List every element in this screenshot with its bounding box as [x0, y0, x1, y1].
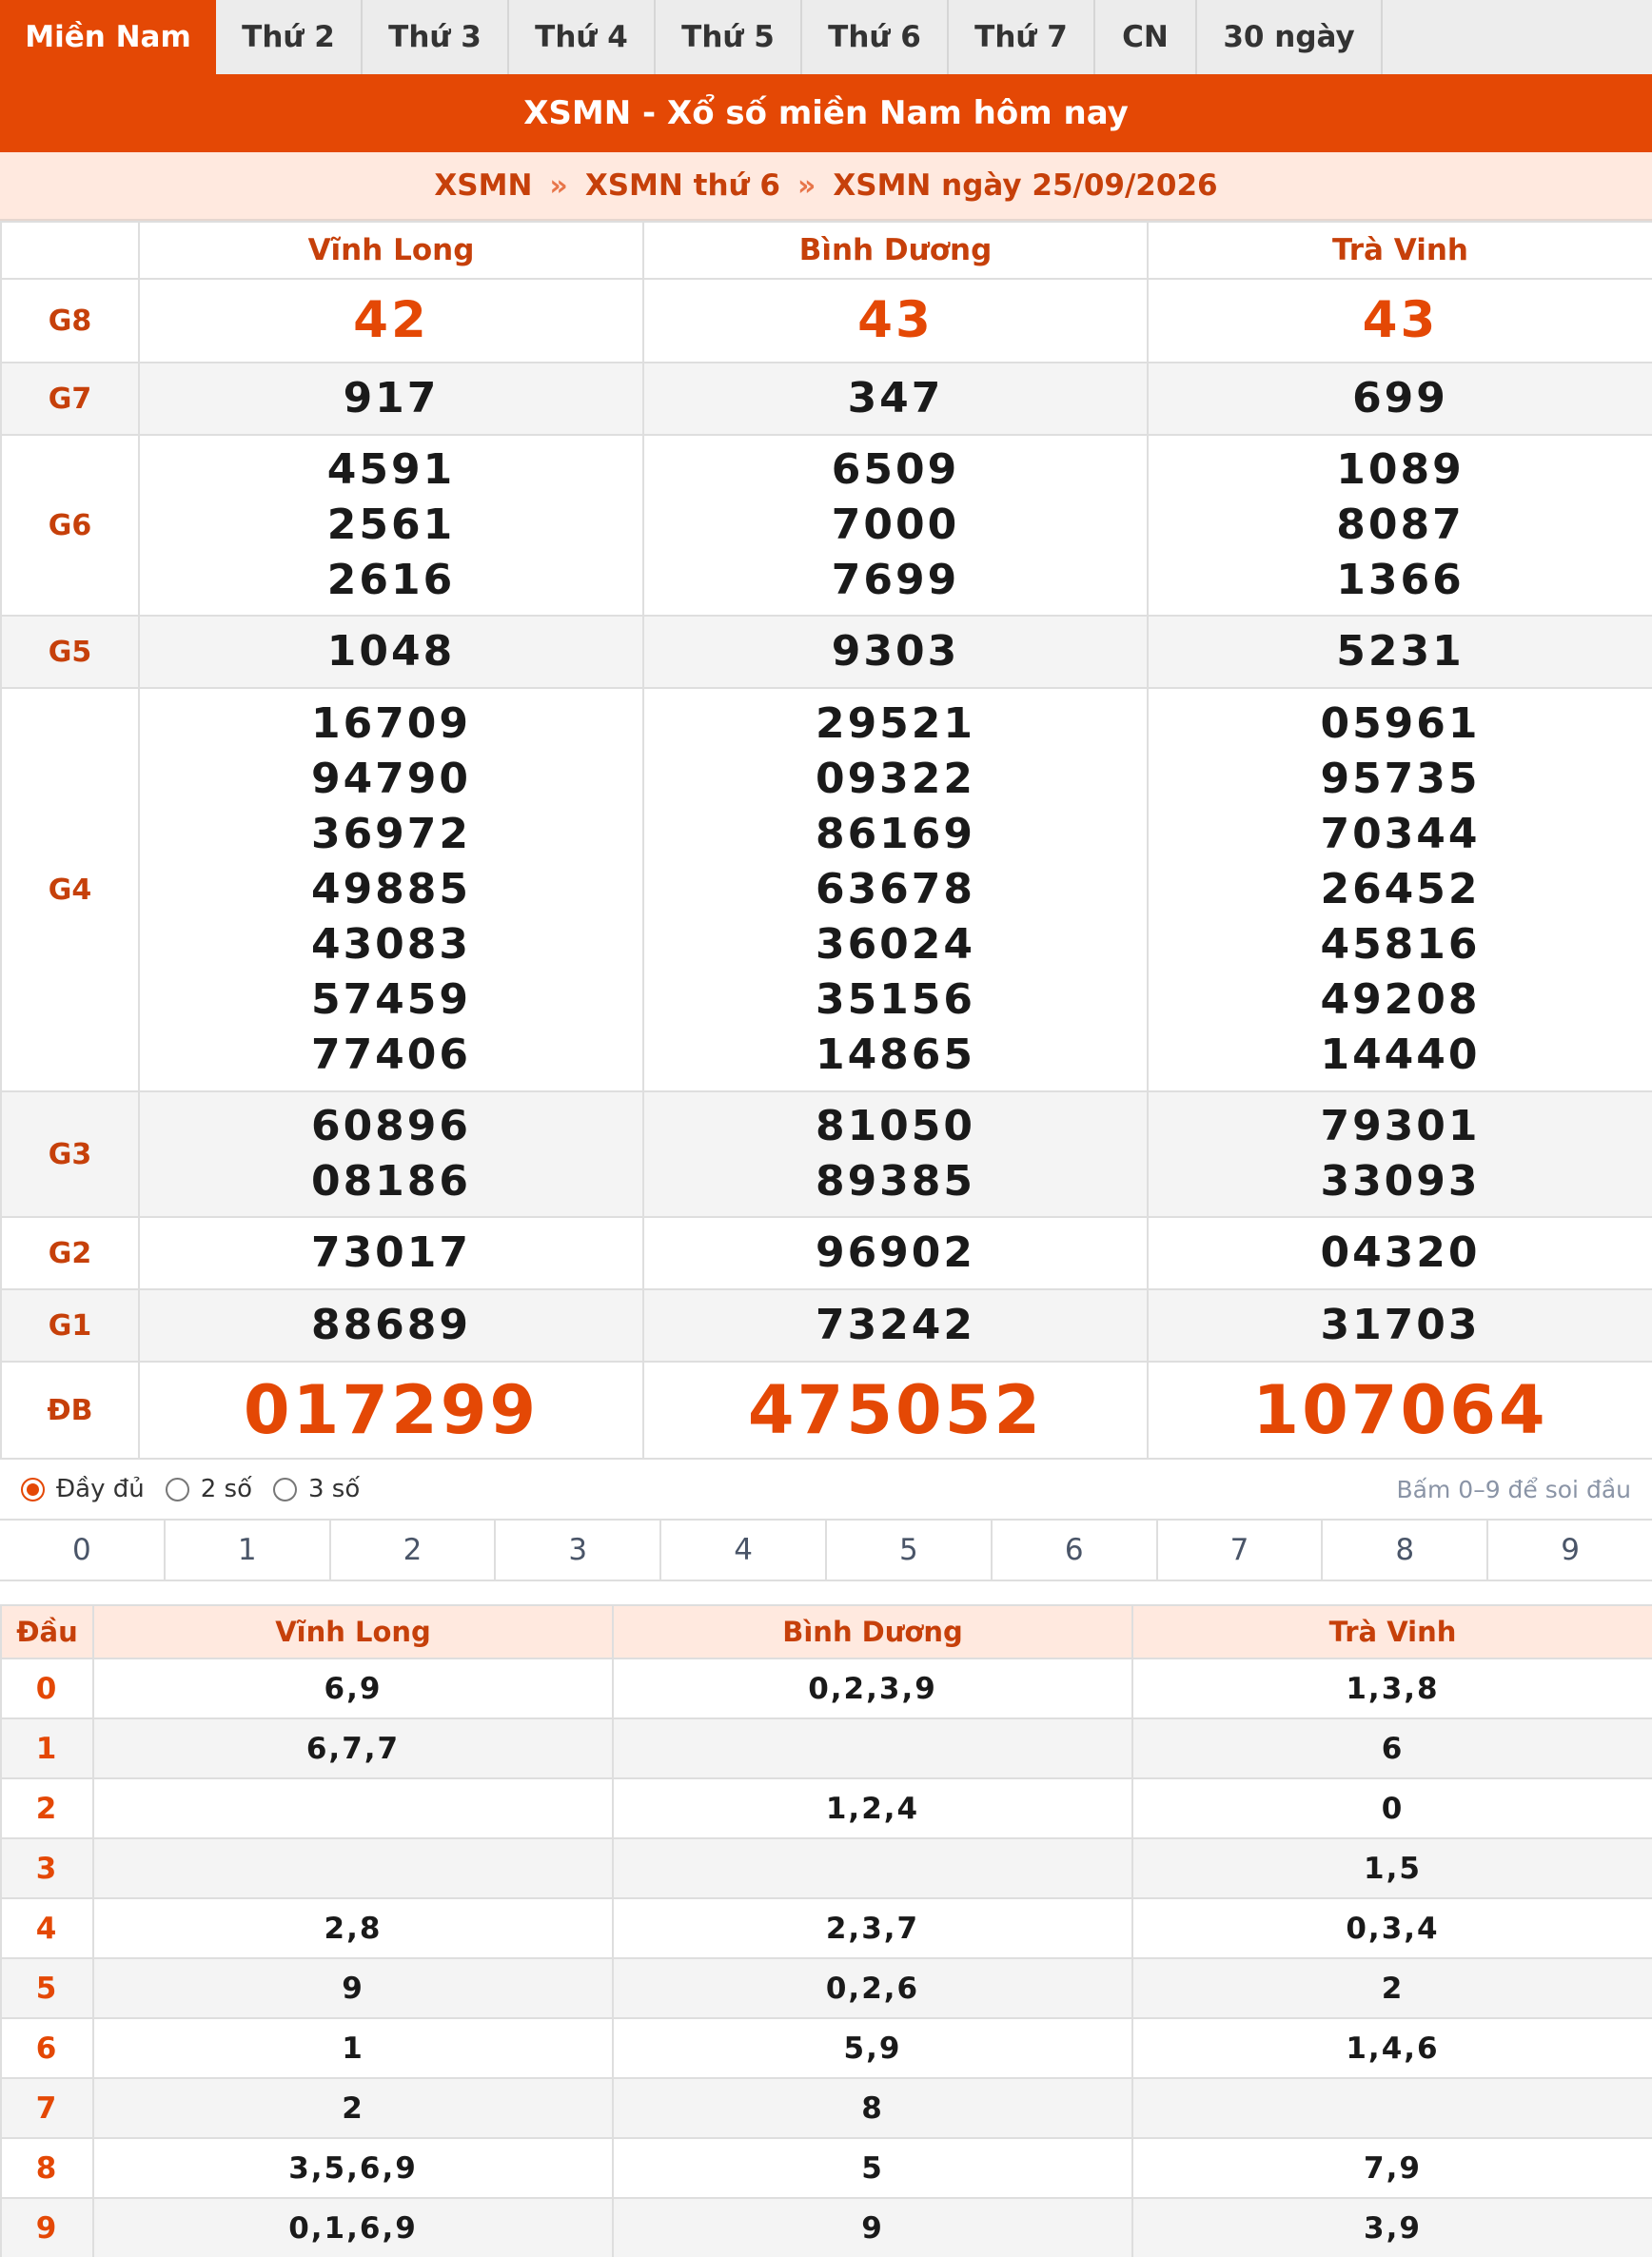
tab-thu-2[interactable]: Thứ 2 [216, 0, 363, 74]
prize-number: 26452 [1320, 865, 1481, 913]
prize-number: 43 [857, 291, 934, 349]
digit-button-3[interactable]: 3 [494, 1521, 659, 1580]
loto-province-header: Bình Dương [613, 1605, 1132, 1658]
loto-tails: 6 [1132, 1718, 1652, 1778]
tab-thu-3[interactable]: Thứ 3 [363, 0, 509, 74]
prize-number: 43 [1362, 291, 1439, 349]
prize-label-g7: G7 [1, 363, 139, 435]
loto-head-digit: 7 [1, 2078, 93, 2138]
jackpot-number: 017299 [243, 1371, 540, 1449]
loto-tails: 9 [93, 1958, 613, 2018]
loto-head-digit: 2 [1, 1778, 93, 1838]
prize-number: 49208 [1320, 975, 1481, 1024]
prize-number: 347 [847, 374, 944, 422]
tab-thu-7[interactable]: Thứ 7 [949, 0, 1095, 74]
prize-number: 81050 [815, 1102, 976, 1150]
radio-unchecked-icon[interactable] [166, 1478, 189, 1501]
prize-number: 699 [1352, 374, 1448, 422]
tab-cn[interactable]: CN [1095, 0, 1197, 74]
loto-tails: 3,5,6,9 [93, 2138, 613, 2198]
prize-number: 05961 [1320, 699, 1481, 748]
loto-row [1, 2018, 1652, 2078]
radio-2-digits[interactable] [166, 1475, 252, 1503]
prize-number: 94790 [310, 755, 472, 803]
prize-number: 73242 [815, 1301, 976, 1349]
breadcrumb [0, 152, 1652, 221]
prize-number: 36972 [310, 810, 472, 858]
prize-number: 89385 [815, 1157, 976, 1206]
display-options [0, 1460, 1652, 1521]
loto-tails: 1,5 [1132, 1838, 1652, 1898]
prize-number: 86169 [815, 810, 976, 858]
prize-number: 1089 [1336, 445, 1465, 494]
digit-button-1[interactable]: 1 [164, 1521, 329, 1580]
digit-hint: Bấm 0–9 để soi đầu [1396, 1475, 1631, 1503]
prize-number: 33093 [1320, 1157, 1481, 1206]
prize-number: 8087 [1336, 500, 1465, 549]
loto-row [1, 1778, 1652, 1838]
loto-tails: 1,2,4 [613, 1778, 1132, 1838]
loto-head-digit: 3 [1, 1838, 93, 1898]
prize-label-g8: G8 [1, 279, 139, 363]
loto-tails: 9 [613, 2198, 1132, 2257]
breadcrumb-separator: » [796, 168, 816, 203]
prize-number: 1366 [1336, 556, 1465, 604]
loto-tails: 0,2,3,9 [613, 1658, 1132, 1718]
radio-unchecked-icon[interactable] [273, 1478, 297, 1501]
digit-button-5[interactable]: 5 [825, 1521, 991, 1580]
radio-checked-icon[interactable] [21, 1478, 45, 1501]
loto-tails: 1,4,6 [1132, 2018, 1652, 2078]
prize-number: 09322 [815, 755, 976, 803]
prize-number: 7699 [831, 556, 960, 604]
prize-number: 79301 [1320, 1102, 1481, 1150]
prize-label-g1: G1 [1, 1289, 139, 1362]
loto-tails: 6,7,7 [93, 1718, 613, 1778]
digit-button-7[interactable]: 7 [1156, 1521, 1322, 1580]
prize-number: 60896 [310, 1102, 472, 1150]
prize-label-g3: G3 [1, 1091, 139, 1217]
loto-province-header: Vĩnh Long [93, 1605, 613, 1658]
loto-tails: 2 [93, 2078, 613, 2138]
prize-label-g5: G5 [1, 616, 139, 688]
prize-number: 4591 [326, 445, 456, 494]
prize-number: 9303 [831, 627, 960, 676]
province-header: Vĩnh Long [139, 222, 643, 279]
loto-row [1, 2138, 1652, 2198]
loto-head-digit: 4 [1, 1898, 93, 1958]
digit-filter [0, 1521, 1652, 1581]
loto-tails: 0,2,6 [613, 1958, 1132, 2018]
loto-tails [613, 1838, 1132, 1898]
loto-head-label: Đầu [1, 1605, 93, 1658]
prize-number: 63678 [815, 865, 976, 913]
loto-tails [1132, 2078, 1652, 2138]
digit-button-9[interactable]: 9 [1486, 1521, 1652, 1580]
loto-tails: 1 [93, 2018, 613, 2078]
prize-number: 36024 [815, 920, 976, 969]
loto-tails: 0,3,4 [1132, 1898, 1652, 1958]
loto-tails: 2 [1132, 1958, 1652, 2018]
digit-button-6[interactable]: 6 [991, 1521, 1156, 1580]
loto-tails [93, 1838, 613, 1898]
prize-number: 6509 [831, 445, 960, 494]
breadcrumb-current[interactable]: XSMN ngày 25/09/2026 [833, 168, 1218, 203]
loto-row [1, 1958, 1652, 2018]
loto-head-digit: 9 [1, 2198, 93, 2257]
corner-cell [1, 222, 139, 279]
loto-tails: 1,3,8 [1132, 1658, 1652, 1718]
prize-label-g6: G6 [1, 435, 139, 616]
tab-thu-6[interactable]: Thứ 6 [802, 0, 949, 74]
prize-number: 2561 [326, 500, 456, 549]
loto-tails: 0,1,6,9 [93, 2198, 613, 2257]
loto-province-header: Trà Vinh [1132, 1605, 1652, 1658]
loto-row [1, 2198, 1652, 2257]
loto-tails: 0 [1132, 1778, 1652, 1838]
prize-number: 14440 [1320, 1030, 1481, 1079]
loto-head-digit: 6 [1, 2018, 93, 2078]
loto-head-digit: 5 [1, 1958, 93, 2018]
loto-tails: 8 [613, 2078, 1132, 2138]
radio-label: 2 số [200, 1475, 252, 1503]
breadcrumb-separator: » [549, 168, 568, 203]
prize-number: 04320 [1320, 1228, 1481, 1277]
loto-tails: 2,3,7 [613, 1898, 1132, 1958]
loto-head-digit: 8 [1, 2138, 93, 2198]
radio-3-digits[interactable] [273, 1475, 360, 1503]
loto-tails: 5,9 [613, 2018, 1132, 2078]
tab-mien-nam[interactable]: Miền Nam [0, 0, 216, 74]
day-tabs [0, 0, 1652, 74]
loto-head-table [0, 1604, 1652, 2257]
loto-tails: 6,9 [93, 1658, 613, 1718]
breadcrumb-link-xsmn-thu-6[interactable]: XSMN thứ 6 [584, 168, 780, 203]
loto-tails [93, 1778, 613, 1838]
prize-number: 31703 [1320, 1301, 1481, 1349]
prize-number: 1048 [326, 627, 456, 676]
loto-row [1, 1838, 1652, 1898]
digit-button-2[interactable]: 2 [329, 1521, 495, 1580]
prize-number: 08186 [310, 1157, 472, 1206]
digit-button-8[interactable]: 8 [1321, 1521, 1486, 1580]
loto-row [1, 2078, 1652, 2138]
prize-number: 14865 [815, 1030, 976, 1079]
loto-tails: 5 [613, 2138, 1132, 2198]
loto-tails: 2,8 [93, 1898, 613, 1958]
prize-number: 917 [343, 374, 440, 422]
loto-row [1, 1658, 1652, 1718]
loto-tails [613, 1718, 1132, 1778]
prize-label-g4: G4 [1, 688, 139, 1091]
tab-thu-5[interactable]: Thứ 5 [656, 0, 802, 74]
loto-row [1, 1718, 1652, 1778]
prize-number: 95735 [1320, 755, 1481, 803]
digit-button-0[interactable]: 0 [0, 1521, 164, 1580]
page-title: XSMN - Xổ số miền Nam hôm nay [0, 74, 1652, 152]
prize-label-g2: G2 [1, 1217, 139, 1289]
results-table [0, 221, 1652, 1460]
loto-head-digit: 0 [1, 1658, 93, 1718]
prize-number: 96902 [815, 1228, 976, 1277]
prize-number: 16709 [310, 699, 472, 748]
prize-number: 7000 [831, 500, 960, 549]
radio-full[interactable] [21, 1475, 145, 1503]
radio-label: 3 số [307, 1475, 361, 1503]
loto-row [1, 1898, 1652, 1958]
radio-label: Đầy đủ [56, 1475, 145, 1503]
digit-button-4[interactable]: 4 [659, 1521, 825, 1580]
prize-number: 5231 [1336, 627, 1465, 676]
prize-number: 70344 [1320, 810, 1481, 858]
province-header: Bình Dương [643, 222, 1148, 279]
loto-head-digit: 1 [1, 1718, 93, 1778]
prize-number: 49885 [310, 865, 472, 913]
loto-tails: 7,9 [1132, 2138, 1652, 2198]
prize-number: 43083 [310, 920, 472, 969]
prize-label-db: ĐB [1, 1362, 139, 1459]
prize-number: 29521 [815, 699, 976, 748]
breadcrumb-link-xsmn[interactable]: XSMN [434, 168, 533, 203]
prize-number: 88689 [310, 1301, 472, 1349]
prize-number: 35156 [815, 975, 976, 1024]
prize-number: 57459 [310, 975, 472, 1024]
jackpot-number: 475052 [747, 1371, 1044, 1449]
province-header: Trà Vinh [1148, 222, 1652, 279]
prize-number: 2616 [326, 556, 456, 604]
tab-30-ngay[interactable]: 30 ngày [1197, 0, 1383, 74]
tab-thu-4[interactable]: Thứ 4 [509, 0, 656, 74]
jackpot-number: 107064 [1252, 1371, 1548, 1449]
prize-number: 73017 [310, 1228, 472, 1277]
loto-tails: 3,9 [1132, 2198, 1652, 2257]
prize-number: 77406 [310, 1030, 472, 1079]
prize-number: 45816 [1320, 920, 1481, 969]
prize-number: 42 [353, 291, 429, 349]
